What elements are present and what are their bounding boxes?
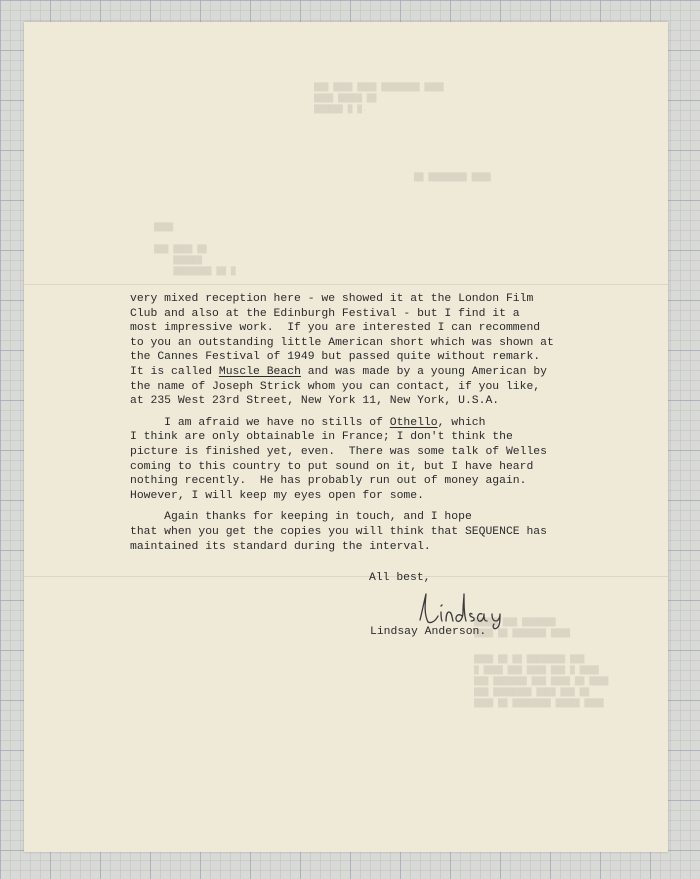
body-line: to you an outstanding little American short which was shown at bbox=[130, 336, 554, 349]
pencil-mark bbox=[664, 46, 668, 86]
body-line: nothing recently. He has probably run out of money again. bbox=[130, 475, 527, 488]
body-line: However, I will keep my eyes open for some. bbox=[130, 489, 424, 502]
body-line bbox=[130, 365, 650, 380]
film-title-muscle-beach: Muscle Beach bbox=[218, 365, 301, 378]
line-text: , which bbox=[437, 416, 486, 429]
letter-body bbox=[130, 292, 650, 554]
showthrough-ghost-text: ████ ██ ██ ████████ ███ █ ████ ███ ████ ███ █ ████ ███ ███████ ███ ████ ██ ████ ███ ████████ ████ ███ ██ ████ ██ ████████ █████ ████ bbox=[474, 655, 609, 708]
line-text: I am afraid we have no stills of bbox=[130, 416, 390, 429]
fold-line bbox=[24, 284, 668, 285]
typed-signature-name: Lindsay Anderson. bbox=[370, 626, 487, 638]
letter-sheet bbox=[24, 22, 668, 852]
showthrough-ghost-text: █████ ███ ███████ ████ ██ ███████ ████ bbox=[474, 618, 571, 638]
showthrough-ghost-text: ███ ████ ████ ████████ ████ ████ █████ ██ ██████ █ █. bbox=[314, 83, 444, 114]
film-title-othello: Othello bbox=[389, 416, 438, 429]
body-line bbox=[130, 416, 650, 431]
closing: All best, bbox=[369, 572, 431, 584]
body-line: picture is finished yet, even. There was some talk of Welles bbox=[130, 445, 547, 458]
body-line: most impressive work. If you are interested I can recommend bbox=[130, 322, 541, 335]
body-line: at 235 West 23rd Street, New York 11, New York, U.S.A. bbox=[130, 395, 500, 408]
body-line: I think are only obtainable in France; I don't think the bbox=[130, 431, 513, 444]
body-line: the Cannes Festival of 1949 but passed quite without remark. bbox=[130, 351, 541, 364]
handwritten-signature bbox=[414, 590, 524, 630]
body-line: maintained its standard during the interval. bbox=[130, 540, 431, 553]
body-line: Again thanks for keeping in touch, and I hope bbox=[130, 511, 472, 524]
body-line: the name of Joseph Strick whom you can contact, if you like, bbox=[130, 380, 541, 393]
line-text: It is called bbox=[130, 365, 219, 378]
line-text: and was made by a young American by bbox=[300, 365, 547, 378]
showthrough-ghost-text: ████ ███ ████ ██ ██████ ████████ ██ █ bbox=[154, 223, 236, 276]
body-line: that when you get the copies you will think that SEQUENCE has bbox=[130, 525, 547, 538]
body-line: coming to this country to put sound on it, but I have heard bbox=[130, 460, 534, 473]
fold-line bbox=[24, 576, 668, 577]
showthrough-ghost-text: ██ ████████ ████ bbox=[414, 173, 491, 182]
body-line: very mixed reception here - we showed it at the London Film bbox=[130, 293, 534, 305]
body-line: Club and also at the Edinburgh Festival - but I find it a bbox=[130, 307, 520, 320]
